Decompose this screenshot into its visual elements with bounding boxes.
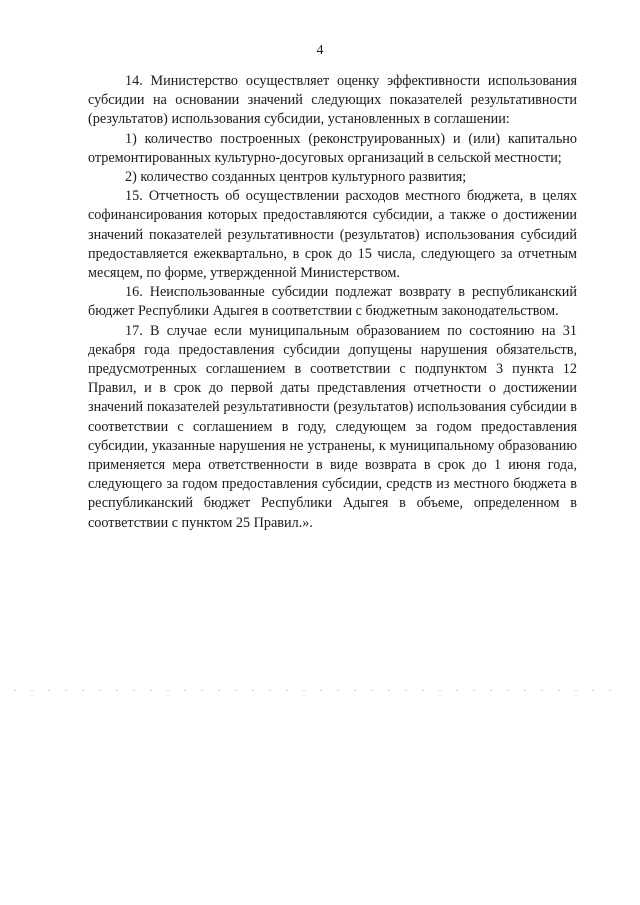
paragraph-17: 17. В случае если муниципальным образованием по состоянию на 31 декабря года предоставления субсидии допущены нарушения обязательств, предусмотренных соглашением в соответствии с подпунктом 3 пункта 12 Правил, и в срок до первой даты представления отчетности о достижении значений показателей результативности (результатов) использования субсидии в соответствии с соглашением в году, следующем за годом предоставления субсидии, указанные нарушения не устранены, к муниципальному образованию применяется мера ответственности в виде возврата в срок до 1 июня года, следующего за годом предоставления субсидии, средств из местного бюджета в республиканский бюджет Республики Адыгея в объеме, определенном в соответствии с пунктом 25 Правил.». [88, 322, 577, 531]
scan-artifact-line [14, 690, 626, 691]
paragraph-15: 15. Отчетность об осуществлении расходов местного бюджета, в целях софинансирования которых предоставляются субсидии, а также о достижении значений показателей результативности (результатов) использования субсидий предоставляется ежеквартально, в срок до 15 числа, следующего за отчетным месяцем, по форме, утвержденной Министерством. [88, 188, 577, 282]
paragraph-14-item-2: 2) количество созданных центров культурного развития; [125, 169, 467, 186]
paragraph-16: 16. Неиспользованные субсидии подлежат возврату в республиканский бюджет Республики Адыгея в соответствии с бюджетным законодательством. [88, 284, 577, 320]
page-number: 4 [316, 43, 324, 58]
paragraph-14: 14. Министерство осуществляет оценку эффективности использования субсидии на основании значений следующих показателей результативности (результатов) использования субсидии, установленных в соглашении: [88, 73, 577, 128]
document-body [88, 72, 577, 533]
paragraph-14-item-1: 1) количество построенных (реконструированных) и (или) капитально отремонтированных культурно-досуговых организаций в сельской местности; [88, 130, 577, 166]
